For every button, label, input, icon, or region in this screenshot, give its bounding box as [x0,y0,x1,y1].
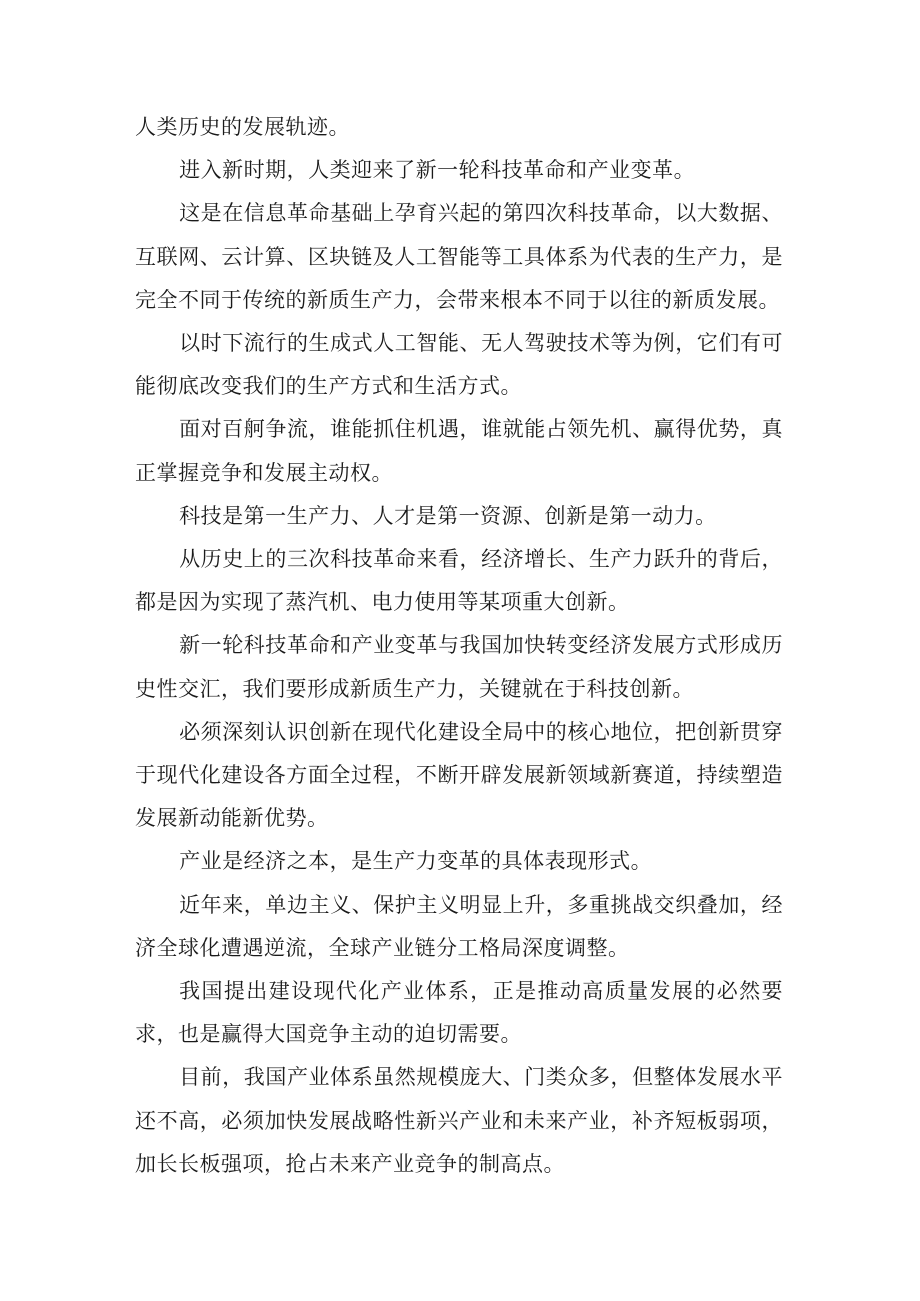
paragraph-continuation: 人类历史的发展轨迹。 [135,115,350,139]
paragraph: 进入新时期，人类迎来了新一轮科技革命和产业变革。 [179,158,696,183]
paragraph: 新一轮科技革命和产业变革与我国加快转变经济发展方式形成历史性交汇，我们要形成新质生产力，关键就在于科技创新。 [135,633,783,701]
paragraph: 科技是第一生产力、人才是第一资源、创新是第一动力。 [179,503,717,528]
paragraph: 必须深刻认识创新在现代化建设全局中的核心地位，把创新贯穿于现代化建设各方面全过程，不断开辟发展新领域新赛道，持续塑造发展新动能新优势。 [135,719,783,831]
document-body [135,106,783,1186]
paragraph: 面对百舸争流，谁能抓住机遇，谁就能占领先机、赢得优势，真正掌握竞争和发展主动权。 [135,417,783,485]
paragraph: 产业是经济之本，是生产力变革的具体表现形式。 [179,849,653,874]
paragraph: 从历史上的三次科技革命来看，经济增长、生产力跃升的背后，都是因为实现了蒸汽机、电力使用等某项重大创新。 [135,547,783,615]
paragraph: 这是在信息革命基础上孕育兴起的第四次科技革命，以大数据、互联网、云计算、区块链及人工智能等工具体系为代表的生产力，是完全不同于传统的新质生产力，会带来根本不同于以往的新质发展。 [135,201,783,312]
paragraph: 我国提出建设现代化产业体系，正是推动高质量发展的必然要求，也是赢得大国竞争主动的迫切需要。 [135,979,783,1047]
paragraph: 近年来，单边主义、保护主义明显上升，多重挑战交织叠加，经济全球化遭遇逆流，全球产业链分工格局深度调整。 [135,892,783,960]
paragraph: 目前，我国产业体系虽然规模庞大、门类众多，但整体发展水平还不高，必须加快发展战略性新兴产业和未来产业，补齐短板弱项，加长长板强项，抢占未来产业竞争的制高点。 [135,1065,783,1176]
paragraph: 以时下流行的生成式人工智能、无人驾驶技术等为例，它们有可能彻底改变我们的生产方式和生活方式。 [135,331,783,399]
